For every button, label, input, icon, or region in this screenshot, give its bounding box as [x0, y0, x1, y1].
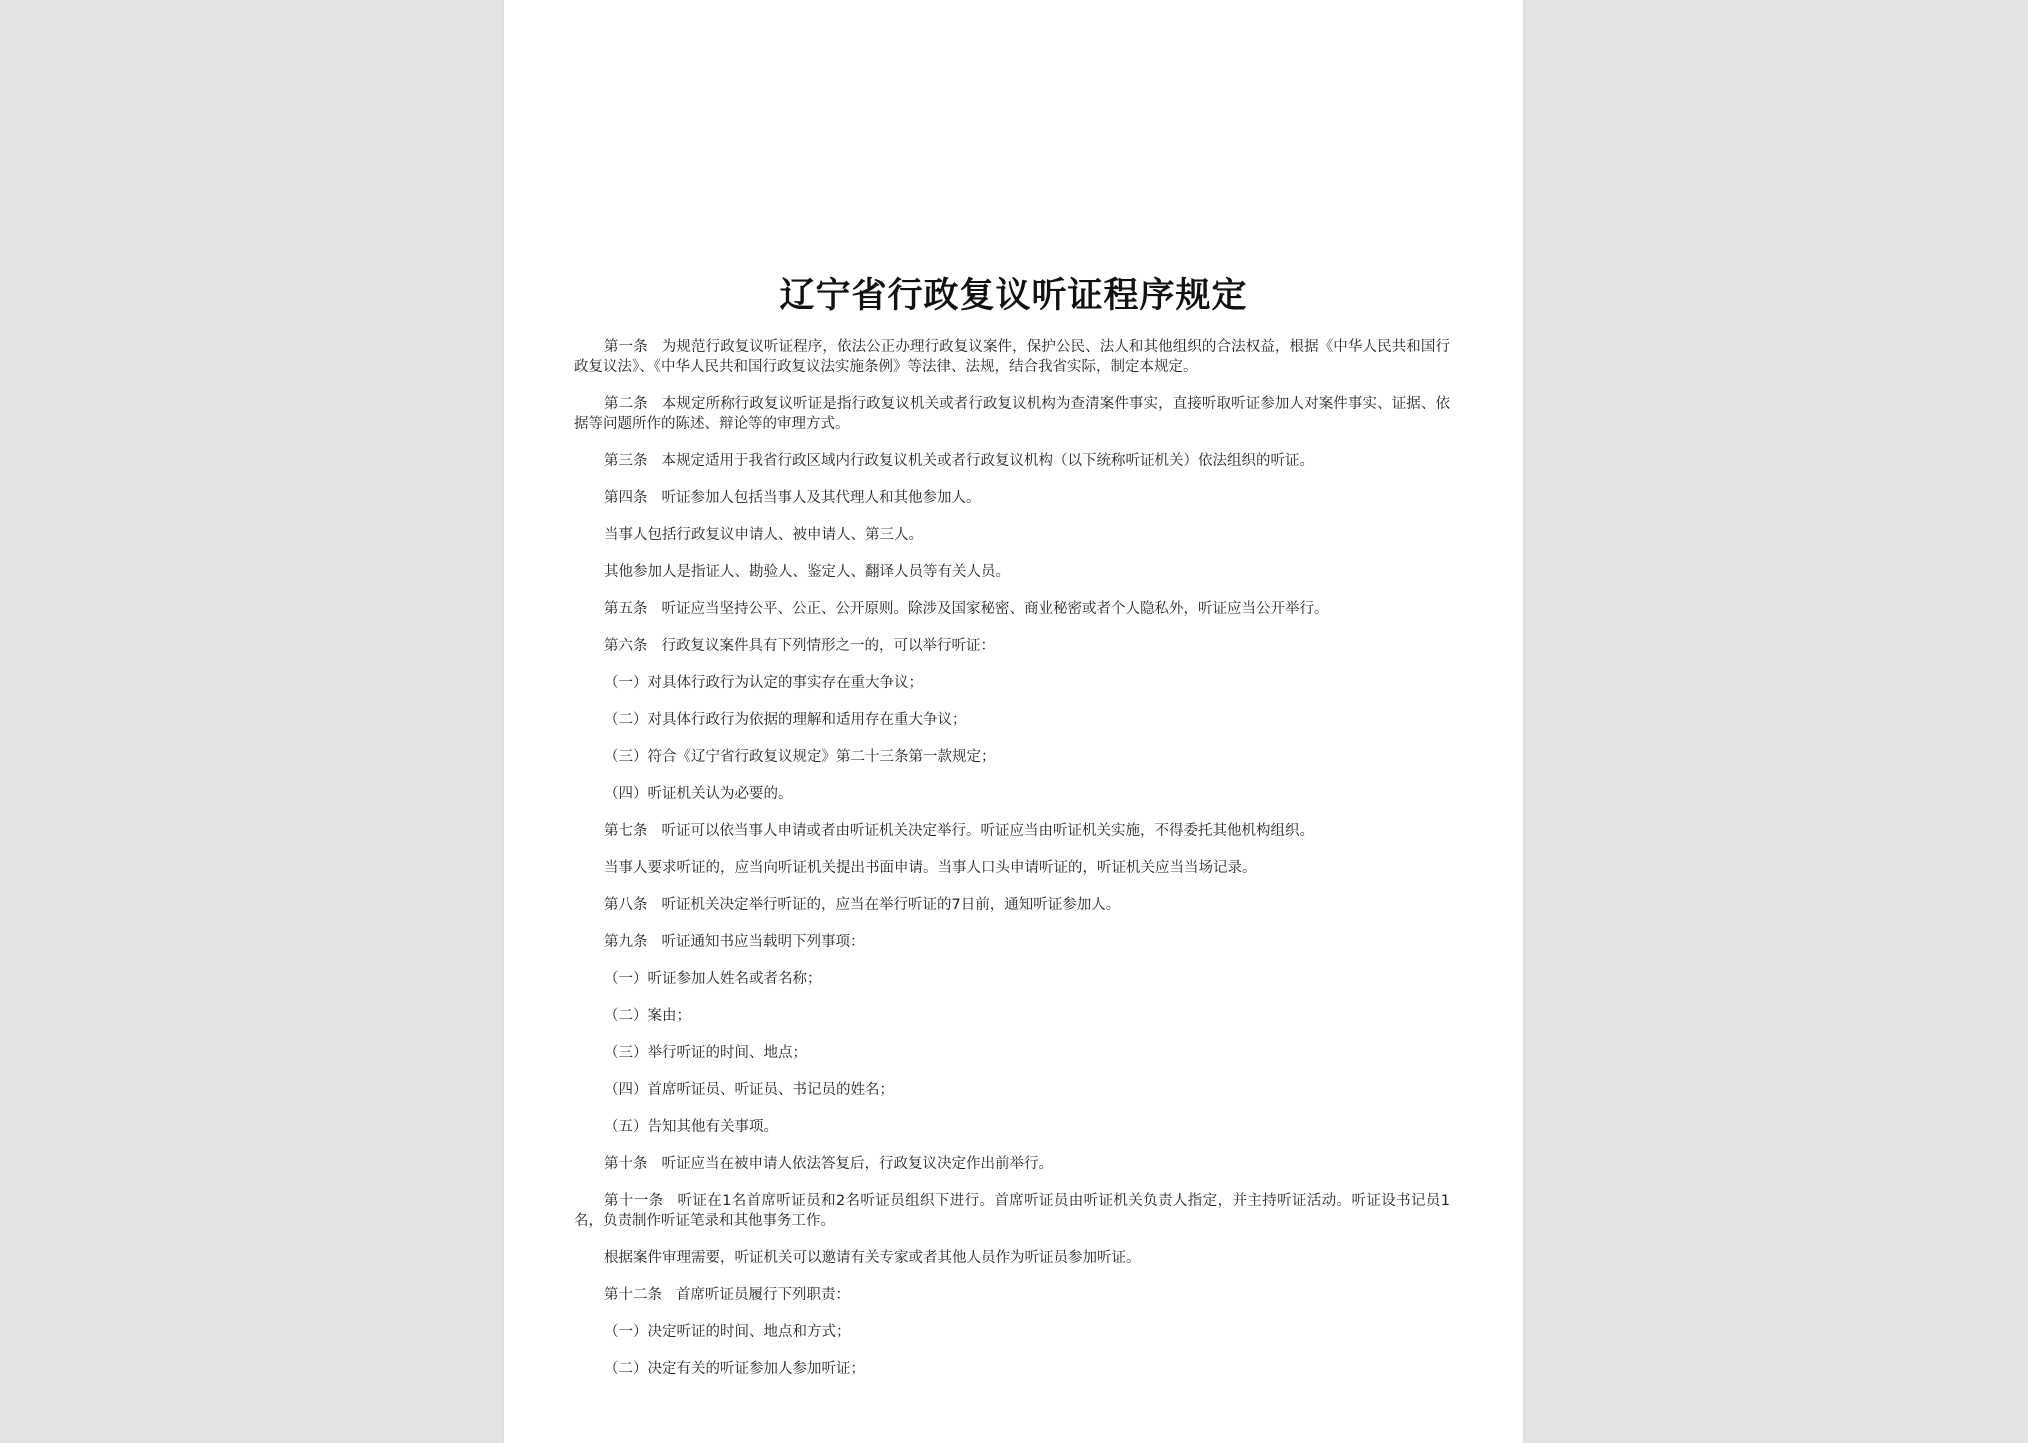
paragraph-text: （三）符合《辽宁省行政复议规定》第二十三条第一款规定； — [604, 749, 996, 765]
paragraph-article-2 — [574, 394, 1450, 434]
paragraph-text: 听证参加人包括当事人及其代理人和其他参加人。 — [661, 490, 981, 506]
paragraph-text: 听证应当坚持公平、公正、公开原则。除涉及国家秘密、商业秘密或者个人隐私外，听证应当公开举行。 — [661, 601, 1329, 617]
article-label: 第十一条 — [604, 1193, 664, 1209]
paragraph-text: （五）告知其他有关事项。 — [604, 1119, 778, 1135]
paragraph-text: 其他参加人是指证人、勘验人、鉴定人、翻译人员等有关人员。 — [604, 564, 1010, 580]
paragraph-article-9 — [574, 932, 1450, 952]
paragraph — [574, 562, 1450, 582]
paragraph-text: 听证应当在被申请人依法答复后，行政复议决定作出前举行。 — [661, 1156, 1053, 1172]
list-item — [574, 1043, 1450, 1063]
paragraph-article-5 — [574, 599, 1450, 619]
paragraph-text: 首席听证员履行下列职责： — [676, 1287, 850, 1303]
paragraph-article-10 — [574, 1154, 1450, 1174]
paragraph-text: 行政复议案件具有下列情形之一的，可以举行听证： — [661, 638, 995, 654]
paragraph-text: （四）首席听证员、听证员、书记员的姓名； — [604, 1082, 894, 1098]
paragraph-article-1 — [574, 337, 1450, 377]
paragraph-text: （一）决定听证的时间、地点和方式； — [604, 1324, 851, 1340]
paragraph-text: 当事人要求听证的，应当向听证机关提出书面申请。当事人口头申请听证的，听证机关应当当场记录。 — [604, 860, 1257, 876]
paragraph-text: 当事人包括行政复议申请人、被申请人、第三人。 — [604, 527, 923, 543]
article-label: 第九条 — [604, 934, 648, 950]
document-body — [574, 337, 1450, 1396]
article-label: 第三条 — [604, 453, 648, 469]
list-item — [574, 1117, 1450, 1137]
paragraph-article-3 — [574, 451, 1450, 471]
article-label: 第五条 — [604, 601, 648, 617]
paragraph-article-7 — [574, 821, 1450, 841]
paragraph-text: （二）对具体行政行为依据的理解和适用存在重大争议； — [604, 712, 967, 728]
document-page — [504, 0, 1523, 1443]
list-item — [574, 673, 1450, 693]
list-item — [574, 1080, 1450, 1100]
list-item — [574, 710, 1450, 730]
article-label: 第十二条 — [604, 1287, 662, 1303]
document-title: 辽宁省行政复议听证程序规定 — [779, 275, 1248, 316]
paragraph-text: （四）听证机关认为必要的。 — [604, 786, 793, 802]
paragraph-text: （一）听证参加人姓名或者名称； — [604, 971, 822, 987]
paragraph-text: 听证可以依当事人申请或者由听证机关决定举行。听证应当由听证机关实施，不得委托其他机构组织。 — [661, 823, 1314, 839]
paragraph — [574, 1248, 1450, 1268]
paragraph-text: 本规定所称行政复议听证是指行政复议机关或者行政复议机构为查清案件事实，直接听取听证参加人对案件事实、证据、依据等问题所作的陈述、辩论等的审理方式。 — [574, 396, 1450, 432]
paragraph-text: （三）举行听证的时间、地点； — [604, 1045, 807, 1061]
paragraph-text: 听证通知书应当载明下列事项： — [661, 934, 865, 950]
paragraph-article-12 — [574, 1285, 1450, 1305]
paragraph — [574, 525, 1450, 545]
article-label: 第一条 — [604, 339, 648, 355]
article-label: 第八条 — [604, 897, 648, 913]
list-item — [574, 969, 1450, 989]
article-label: 第十条 — [604, 1156, 648, 1172]
list-item — [574, 1359, 1450, 1379]
paragraph — [574, 858, 1450, 878]
list-item — [574, 1006, 1450, 1026]
article-label: 第六条 — [604, 638, 648, 654]
list-item — [574, 747, 1450, 767]
paragraph-text: （二）案由； — [604, 1008, 691, 1024]
paragraph-text: 本规定适用于我省行政区域内行政复议机关或者行政复议机构（以下统称听证机关）依法组织的听证。 — [661, 453, 1314, 469]
paragraph-text: 听证在1名首席听证员和2名听证员组织下进行。首席听证员由听证机关负责人指定，并主持听证活动。听证设书记员1名，负责制作听证笔录和其他事务工作。 — [574, 1193, 1450, 1229]
paragraph-article-4 — [574, 488, 1450, 508]
paragraph-text: 根据案件审理需要，听证机关可以邀请有关专家或者其他人员作为听证员参加听证。 — [604, 1250, 1141, 1266]
paragraph-text: （二）决定有关的听证参加人参加听证； — [604, 1361, 865, 1377]
list-item — [574, 1322, 1450, 1342]
paragraph-text: 听证机关决定举行听证的，应当在举行听证的7日前，通知听证参加人。 — [661, 897, 1121, 913]
paragraph-article-11 — [574, 1191, 1450, 1231]
list-item — [574, 784, 1450, 804]
article-label: 第二条 — [604, 396, 648, 412]
article-label: 第四条 — [604, 490, 648, 506]
paragraph-article-8 — [574, 895, 1450, 915]
paragraph-text: （一）对具体行政行为认定的事实存在重大争议； — [604, 675, 923, 691]
paragraph-text: 为规范行政复议听证程序，依法公正办理行政复议案件，保护公民、法人和其他组织的合法权益，根据《中华人民共和国行政复议法》、《中华人民共和国行政复议法实施条例》等法律、法规，结合我省实际，制定本规定。 — [574, 339, 1450, 375]
paragraph-article-6 — [574, 636, 1450, 656]
article-label: 第七条 — [604, 823, 648, 839]
